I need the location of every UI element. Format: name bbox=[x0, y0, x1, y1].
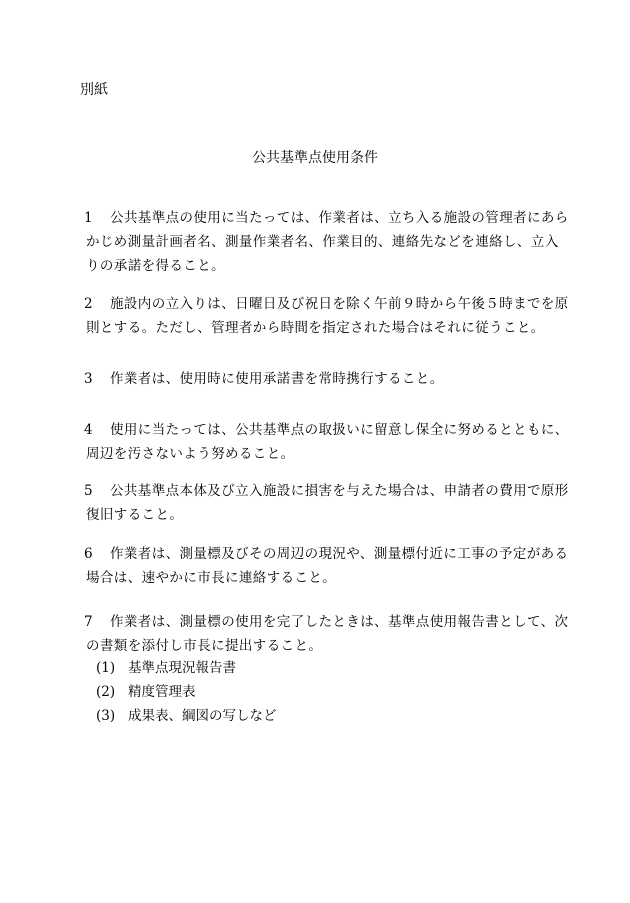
clause-4 bbox=[84, 418, 584, 466]
list-item bbox=[96, 704, 277, 728]
clause-text: 公共基準点本体及び立入施設に損害を与えた場合は、申請者の費用で原形 bbox=[110, 483, 569, 499]
clause-line: 周辺を汚さないよう努めること。 bbox=[86, 446, 295, 462]
list-item-number: (1) bbox=[96, 660, 116, 676]
list-item-text: 精度管理表 bbox=[128, 684, 196, 700]
clause-7 bbox=[84, 610, 584, 658]
clause-line bbox=[84, 367, 584, 391]
clause-line bbox=[84, 542, 584, 566]
clause-text: 作業者は、測量標及びその周辺の現況や、測量標付近に工事の予定がある bbox=[110, 546, 569, 562]
clause-number: 5 bbox=[84, 483, 93, 499]
clause-line bbox=[84, 292, 584, 316]
clause-6 bbox=[84, 542, 584, 590]
clause-number: 6 bbox=[84, 546, 93, 562]
clause-line bbox=[84, 206, 584, 230]
list-item bbox=[96, 656, 236, 680]
list-item-number: (2) bbox=[96, 684, 116, 700]
clause-line bbox=[84, 610, 584, 634]
clause-line: 復旧すること。 bbox=[86, 507, 184, 523]
clause-5 bbox=[84, 479, 584, 527]
clause-line: かじめ測量計画者名、測量作業者名、作業目的、連絡先などを連絡し、立入 bbox=[86, 234, 559, 250]
clause-number: 4 bbox=[84, 422, 93, 438]
list-item bbox=[96, 680, 196, 704]
clause-number: 2 bbox=[84, 296, 93, 312]
clause-line: 場合は、速やかに市長に連絡すること。 bbox=[86, 570, 337, 586]
clause-number: 7 bbox=[84, 614, 93, 630]
list-item-number: (3) bbox=[96, 708, 116, 724]
clause-line bbox=[84, 479, 584, 503]
clause-line: の書類を添付し市長に提出すること。 bbox=[86, 638, 323, 654]
document-title: 公共基準点使用条件 bbox=[252, 150, 378, 166]
clause-text: 施設内の立入りは、日曜日及び祝日を除く午前９時から午後５時までを原 bbox=[110, 296, 569, 312]
clause-text: 作業者は、使用時に使用承諾書を常時携行すること。 bbox=[110, 371, 444, 387]
clause-number: 3 bbox=[84, 371, 93, 387]
list-item-text: 基準点現況報告書 bbox=[128, 660, 236, 676]
clause-2 bbox=[84, 292, 584, 340]
clause-text: 作業者は、測量標の使用を完了したときは、基準点使用報告書として、次 bbox=[110, 614, 569, 630]
clause-line bbox=[84, 418, 584, 442]
clause-3 bbox=[84, 367, 584, 391]
clause-line: 則とする。ただし、管理者から時間を指定された場合はそれに従うこと。 bbox=[86, 320, 545, 336]
clause-text: 使用に当たっては、公共基準点の取扱いに留意し保全に努めるとともに、 bbox=[110, 422, 569, 438]
clause-1 bbox=[84, 206, 584, 278]
appendix-label: 別紙 bbox=[80, 82, 108, 98]
clause-line: りの承諾を得ること。 bbox=[86, 258, 225, 274]
list-item-text: 成果表、綱図の写しなど bbox=[128, 708, 277, 724]
clause-number: 1 bbox=[84, 210, 93, 226]
clause-text: 公共基準点の使用に当たっては、作業者は、立ち入る施設の管理者にあら bbox=[110, 210, 569, 226]
